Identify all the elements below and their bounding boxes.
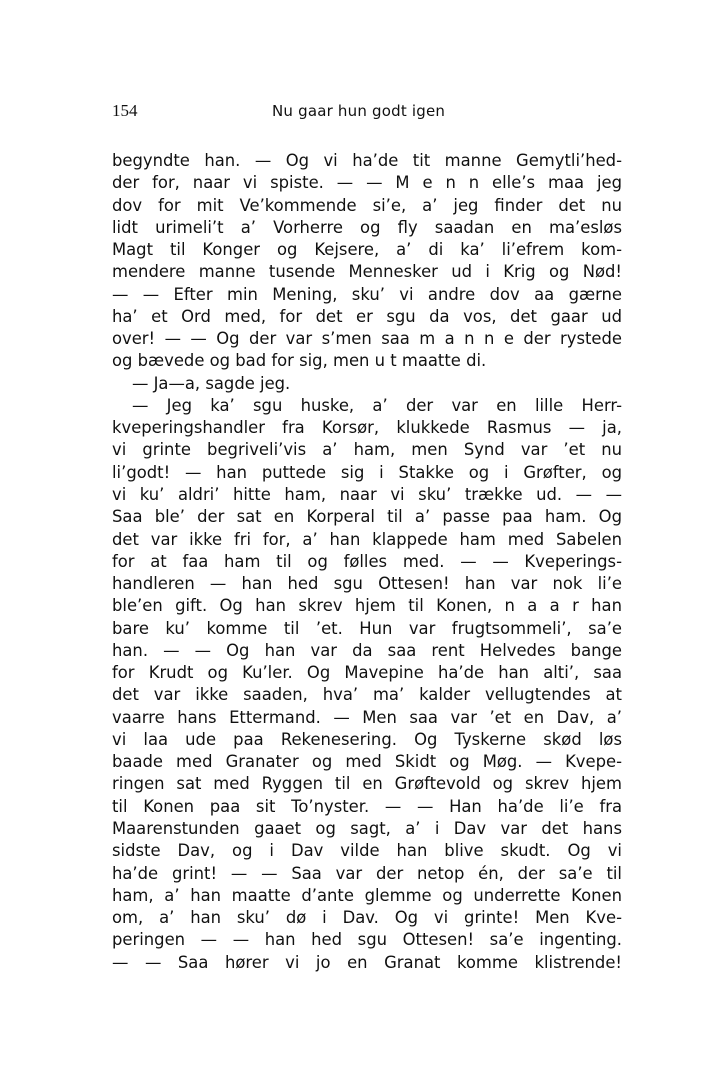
text-line: mendere manne tusende Mennesker ud i Krig og Nød! [112,262,622,282]
text-line: ble’en gift. Og han skrev hjem til Konen, n a a r han [112,596,622,616]
text-line: vi laa ude paa Rekenesering. Og Tyskerne skød løs [112,729,622,749]
text-line: om, a’ han sku’ dø i Dav. Og vi grinte! Men Kve- [112,908,622,928]
running-title: Nu gaar hun godt igen [272,102,446,120]
text-line: vaarre hans Ettermand. — Men saa var ’et en Dav, a’ [112,707,622,727]
text-line: dov for mit Ve’kommende si’e, a’ jeg finder det nu [112,195,622,215]
text-line: handleren — han hed sgu Ottesen! han var nok li’e [112,574,622,594]
text-line: — Jeg ka’ sgu huske, a’ der var en lille Herr- [132,395,622,415]
text-line: og bævede og bad for sig, men u t maatte di. [112,351,487,371]
text-line: sidste Dav, og i Dav vilde han blive skudt. Og vi [112,841,622,861]
text-line: over! — — Og der var s’men saa m a n n e der rystede [112,329,622,349]
text-line: — — Efter min Mening, sku’ vi andre dov aa gærne [112,284,622,304]
text-line: Magt til Konger og Kejsere, a’ di ka’ li’efrem kom- [112,240,622,260]
text-line: ringen sat med Ryggen til en Grøftevold og skrev hjem [112,774,622,794]
text-line: li’godt! — han puttede sig i Stakke og i Grøfter, og [112,462,622,482]
text-line: ham, a’ han maatte d’ante glemme og underrette Konen [112,885,622,905]
text-line: peringen — — han hed sgu Ottesen! sa’e ingenting. [112,930,622,950]
text-line: det var ikke fri for, a’ han klappede ham med Sabelen [112,529,622,549]
page-number: 154 [112,101,138,120]
text-line: for at faa ham til og følles med. — — Kveperings- [112,551,622,571]
text-line: bare ku’ komme til ’et. Hun var frugtsommeli’, sa’e [112,618,622,638]
page-header [112,101,622,125]
text-line: han. — — Og han var da saa rent Helvedes bange [112,640,622,660]
text-line: — Ja—a, sagde jeg. [132,373,291,393]
body-text [112,150,622,974]
text-line: ha’ et Ord med, for det er sgu da vos, det gaar ud [112,306,622,326]
text-line: vi ku’ aldri’ hitte ham, naar vi sku’ trække ud. — — [112,484,622,504]
text-line: vi grinte begriveli’vis a’ ham, men Synd var ’et nu [112,440,622,460]
text-line: begyndte han. — Og vi ha’de tit manne Gemytli’hed- [112,151,622,170]
text-line: det var ikke saaden, hva’ ma’ kalder vellugtendes at [112,685,622,705]
text-line: for Krudt og Ku’ler. Og Mavepine ha’de han alti’, saa [112,663,622,683]
text-line: ha’de grint! — — Saa var der netop én, der sa’e til [112,863,622,883]
text-line: lidt urimeli’t a’ Vorherre og fly saadan en ma’esløs [112,217,622,237]
text-line: til Konen paa sit To’nyster. — — Han ha’de li’e fra [112,796,622,816]
text-line: baade med Granater og med Skidt og Møg. — Kvepe- [112,752,622,772]
text-line: kveperingshandler fra Korsør, klukkede Rasmus — ja, [112,418,622,438]
text-line: — — Saa hører vi jo en Granat komme klistrende! [112,952,622,972]
text-line: der for, naar vi spiste. — — M e n n elle’s maa jeg [112,173,622,193]
text-line: Saa ble’ der sat en Korperal til a’ passe paa ham. Og [112,507,622,527]
text-line: Maarenstunden gaaet og sagt, a’ i Dav var det hans [112,818,622,838]
